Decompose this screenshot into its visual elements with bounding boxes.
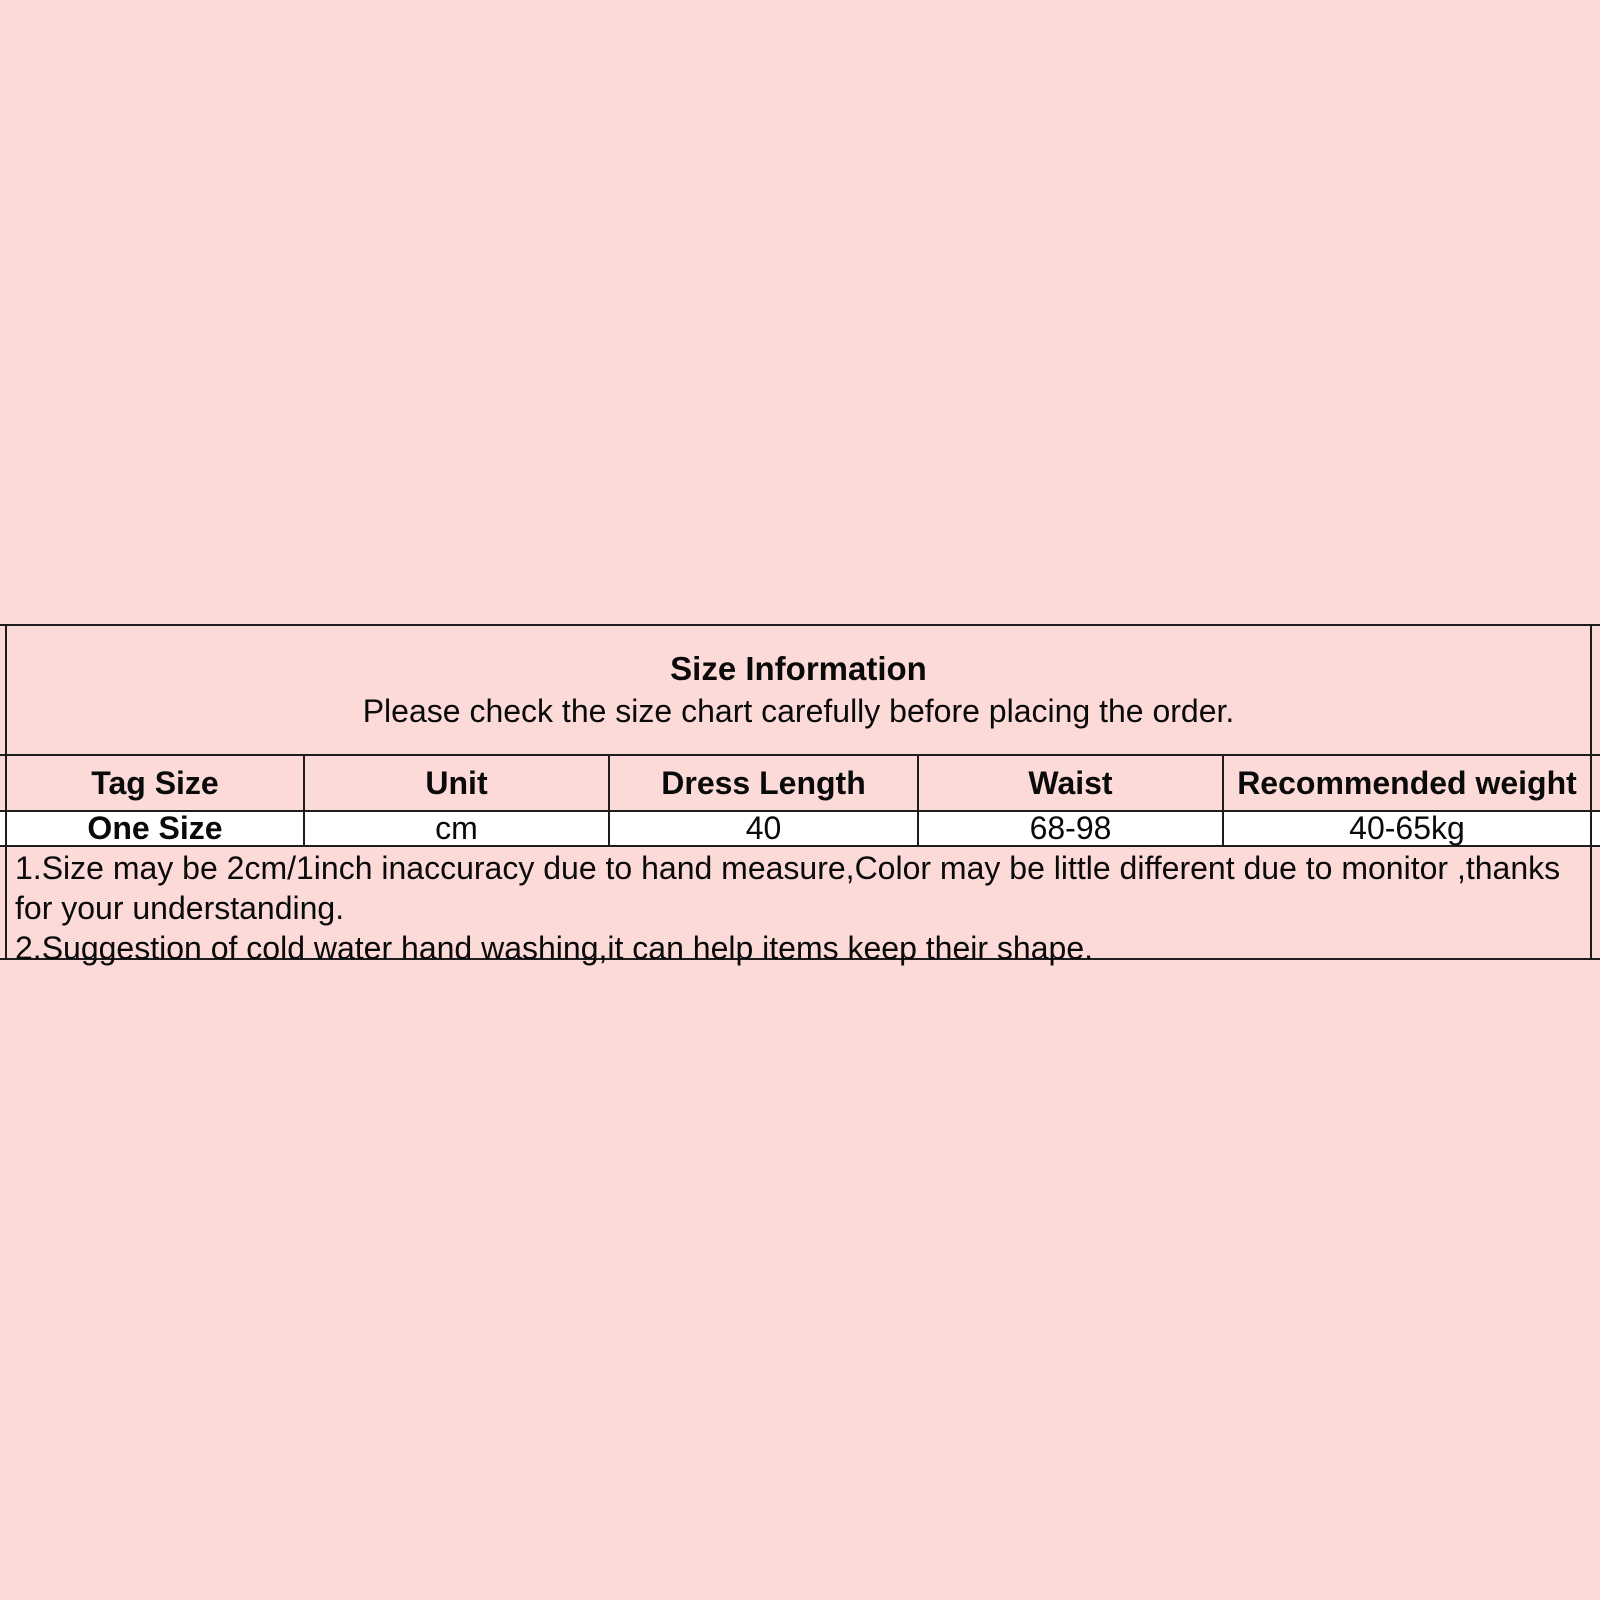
header-cell-recommended-weight: Recommended weight bbox=[1237, 764, 1577, 801]
header-cell-tag-size: Tag Size bbox=[7, 756, 305, 810]
note-washing-suggestion: 2.Suggestion of cold water hand washing,it can help items keep their shape. bbox=[15, 930, 1093, 966]
note-measure-disclaimer: 1.Size may be 2cm/1inch inaccuracy due to hand measure,Color may be little different due to monitor ,thanks for your understanding. bbox=[15, 850, 1561, 926]
size-chart-notes-block bbox=[0, 845, 1600, 966]
data-cell-recommended-weight: 40-65kg bbox=[1349, 812, 1465, 845]
data-cell-unit: cm bbox=[305, 812, 610, 845]
header-cell-dress-length: Dress Length bbox=[610, 756, 919, 810]
size-chart-data-row bbox=[0, 812, 1600, 845]
size-chart-title-block bbox=[0, 626, 1600, 754]
header-cell-unit: Unit bbox=[305, 756, 610, 810]
data-cell-waist: 68-98 bbox=[919, 812, 1224, 845]
size-chart-title: Size Information bbox=[670, 650, 927, 687]
data-cell-tag-size: One Size bbox=[7, 812, 305, 845]
size-chart-subtitle: Please check the size chart carefully before placing the order. bbox=[362, 693, 1235, 729]
size-chart-table bbox=[0, 624, 1600, 966]
data-cell-dress-length: 40 bbox=[610, 812, 919, 845]
size-chart-header-row bbox=[0, 754, 1600, 812]
header-cell-waist: Waist bbox=[919, 756, 1224, 810]
